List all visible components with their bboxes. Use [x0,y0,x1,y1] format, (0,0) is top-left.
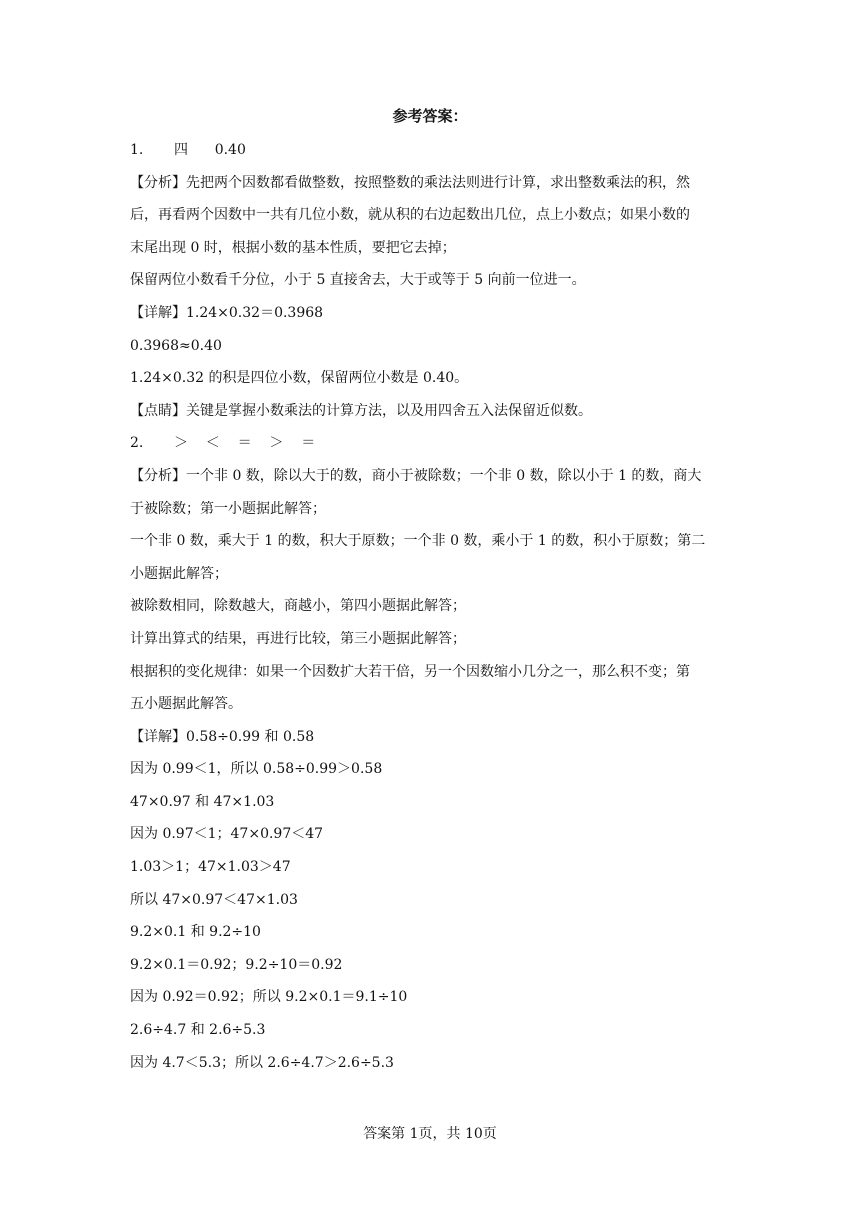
q1-answer: 四 0.40 [174,142,246,158]
q2-analysis-line: 【分析】一个非 0 数，除以大于的数，商小于被除数；一个非 0 数，除以小于 1 的数，商大 [130,467,702,484]
q1-analysis-line: 保留两位小数看千分位，小于 5 直接舍去，大于或等于 5 向前一位进一。 [130,272,586,289]
q1-analysis-line: 末尾出现 0 时，根据小数的基本性质，要把它去掉； [130,239,456,256]
page-footer: 答案第 1页，共 10页 [363,1126,497,1142]
q1-detail-line: 1.24×0.32 的积是四位小数，保留两位小数是 0.40。 [130,370,469,387]
q2-number: 2. [130,435,144,452]
q2-detail-line: 47×0.97 和 47×1.03 [130,793,275,810]
q2-analysis-line: 五小题据此解答。 [130,696,242,713]
q1-analysis-line: 【分析】先把两个因数都看做整数，按照整数的乘法法则进行计算，求出整数乘法的积，然 [130,174,690,191]
q2-detail-line: 因为 0.92＝0.92；所以 9.2×0.1＝9.1÷10 [130,989,408,1006]
q2-analysis-line: 被除数相同，除数越大，商越小，第四小题据此解答； [130,598,466,615]
q2-detail-line: 2.6÷4.7 和 2.6÷5.3 [130,1022,266,1039]
q2-analysis-line: 一个非 0 数，乘大于 1 的数，积大于原数；一个非 0 数，乘小于 1 的数，积小于原数；第二 [130,533,706,550]
q2-analysis-line: 于被除数；第一小题据此解答； [130,500,326,517]
q2-detail-line: 所以 47×0.97＜47×1.03 [130,891,298,908]
q1-answer-line [130,134,734,167]
q2-detail-line: 1.03＞1；47×1.03＞47 [130,859,291,876]
q1-detail-line: 0.3968≈0.40 [130,337,222,354]
page-title: 参考答案： [392,107,468,125]
q2-detail-line: 9.2×0.1 和 9.2÷10 [130,924,261,941]
q2-answer: ＞ ＜ ＝ ＞ ＝ [174,435,316,452]
q2-detail-line: 因为 0.97＜1；47×0.97＜47 [130,826,324,843]
q1-detail-line: 【详解】1.24×0.32＝0.3968 [130,304,324,321]
q1-comment-line: 【点睛】关键是掌握小数乘法的计算方法，以及用四舍五入法保留近似数。 [130,402,592,419]
q2-detail-line: 因为 4.7＜5.3；所以 2.6÷4.7＞2.6÷5.3 [130,1054,394,1071]
q2-answer-line [130,427,734,460]
q2-detail-line: 9.2×0.1＝0.92；9.2÷10＝0.92 [130,956,343,973]
q1-analysis-line: 后，再看两个因数中一共有几位小数，就从积的右边起数出几位，点上小数点；如果小数的 [130,207,690,224]
q2-analysis-line: 小题据此解答； [130,565,228,582]
q2-analysis-line: 根据积的变化规律：如果一个因数扩大若干倍，另一个因数缩小几分之一，那么积不变；第 [130,663,690,680]
q2-analysis-line: 计算出算式的结果，再进行比较，第三小题据此解答； [130,630,466,647]
q2-detail-line: 因为 0.99＜1，所以 0.58÷0.99＞0.58 [130,761,383,778]
answer-content [130,134,734,1079]
q2-detail-line: 【详解】0.58÷0.99 和 0.58 [130,728,315,745]
q1-number: 1. [130,142,144,158]
